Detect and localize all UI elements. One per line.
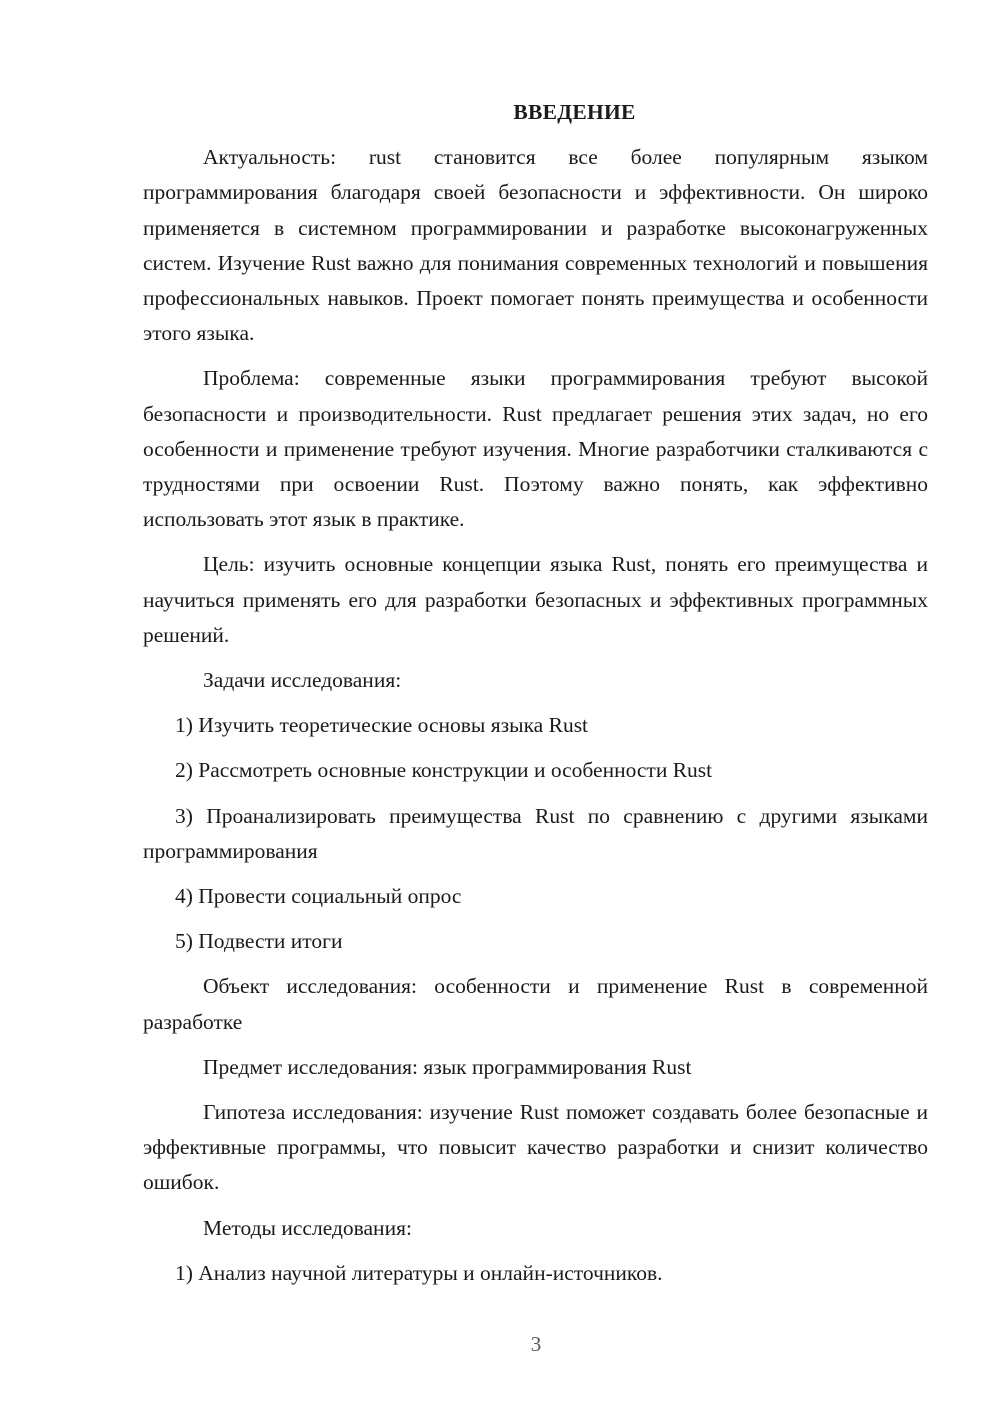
document-body	[143, 95, 928, 1301]
task-item-3: 3) Проанализировать преимущества Rust по сравнению с другими языками программирования	[143, 803, 928, 863]
page-title: ВВЕДЕНИЕ	[513, 100, 636, 124]
object-paragraph: Объект исследования: особенности и применение Rust в современной разработке	[143, 974, 928, 1034]
hypothesis-paragraph: Гипотеза исследования: изучение Rust поможет создавать более безопасные и эффективные программы, что повысит качество разработки и снизит количество ошибок.	[143, 1100, 928, 1195]
methods-heading: Методы исследования:	[203, 1215, 412, 1240]
relevance-paragraph: Актуальность: rust становится все более популярным языком программирования благодаря своей безопасности и эффективности. Он широко применяется в системном программировании и разработке высоконагруженных систем. Изучение Rust важно для понимания современных технологий и повышения профессиональных навыков. Проект помогает понять преимущества и особенности этого языка.	[143, 145, 928, 346]
problem-paragraph: Проблема: современные языки программирования требуют высокой безопасности и производительности. Rust предлагает решения этих задач, но его особенности и применение требуют изучения. Многие разработчики сталкиваются с трудностями при освоении Rust. Поэтому важно понять, как эффективно использовать этот язык в практике.	[143, 366, 928, 532]
task-item-2: 2) Рассмотреть основные конструкции и особенности Rust	[175, 758, 713, 783]
method-item-1: 1) Анализ научной литературы и онлайн-источников.	[175, 1260, 663, 1285]
task-item-1: 1) Изучить теоретические основы языка Rust	[175, 713, 589, 738]
task-item-4: 4) Провести социальный опрос	[175, 884, 462, 909]
page-number: 3	[530, 1332, 542, 1356]
subject-paragraph: Предмет исследования: язык программирования Rust	[203, 1054, 692, 1079]
goal-paragraph: Цель: изучить основные концепции языка Rust, понять его преимущества и научиться применять его для разработки безопасных и эффективных программных решений.	[143, 552, 928, 647]
task-item-5: 5) Подвести итоги	[175, 929, 343, 954]
tasks-heading: Задачи исследования:	[203, 668, 402, 693]
